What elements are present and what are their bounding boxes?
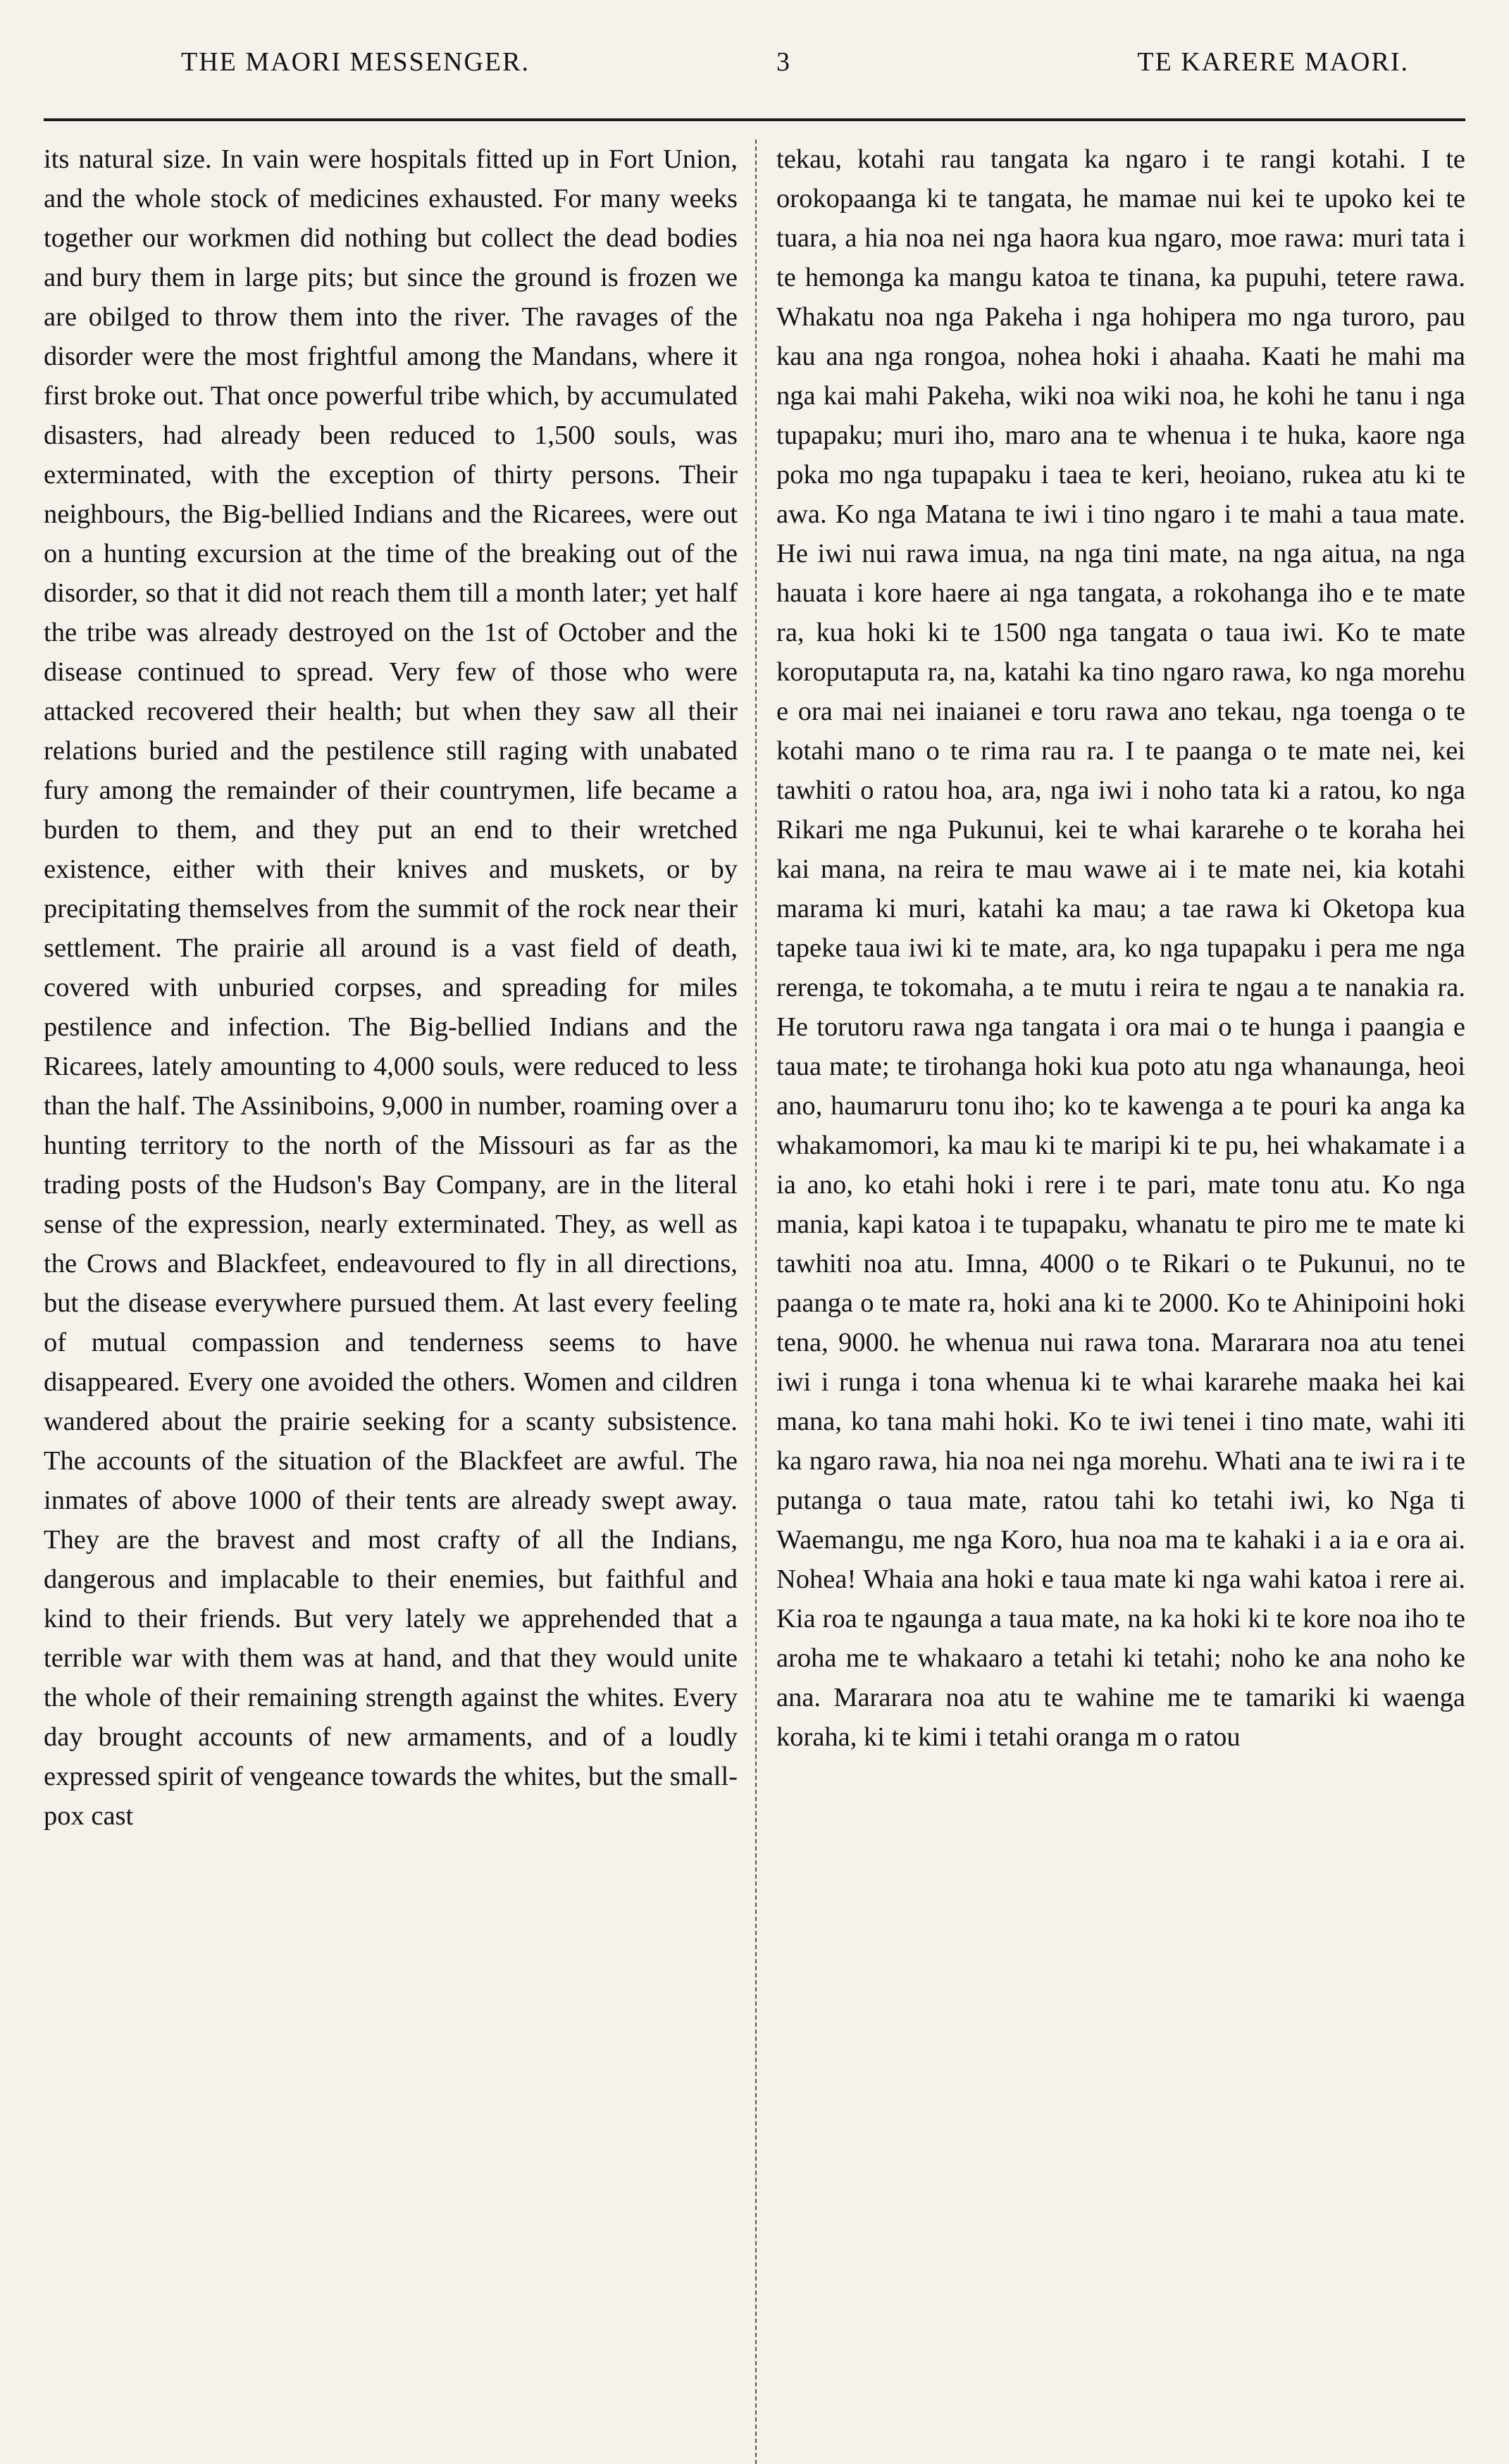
header-rule xyxy=(44,118,1465,121)
maori-masthead-title: TE KARERE MAORI. xyxy=(1137,47,1409,77)
columns xyxy=(44,139,1465,2437)
english-column-text: its natural size. In vain were hospitals fitted up in Fort Union, and the whole stock of medicines exhausted. For many weeks together our workmen did nothing but collect the dead bodies and bury them in large pits; but since the ground is frozen we are obilged to throw them into the river. The ravages of the disorder were the most frightful among the Mandans, where it first broke out. That once powerful tribe which, by accumulated disasters, had already been reduced to 1,500 souls, was exterminated, with the exception of thirty persons. Their neighbours, the Big-bellied Indians and the Ricarees, were out on a hunting excursion at the time of the breaking out of the disorder, so that it did not reach them till a month later; yet half the tribe was already destroyed on the 1st of October and the disease continued to spread. Very few of those who were attacked recovered their health; but when they saw all their relations buried and the pestilence still raging with unabated fury among the remainder of their countrymen, life became a burden to them, and they put an end to their wretched existence, either with their knives and muskets, or by precipitating themselves from the summit of the rock near their settlement. The prairie all around is a vast field of death, covered with unburied corpses, and spreading for miles pestilence and infection. The Big-bellied Indians and the Ricarees, lately amounting to 4,000 souls, were reduced to less than the half. The Assiniboins, 9,000 in number, roaming over a hunting territory to the north of the Missouri as far as the trading posts of the Hudson's Bay Company, are in the literal sense of the expression, nearly exterminated. They, as well as the Crows and Blackfeet, endeavoured to fly in all directions, but the disease everywhere pursued them. At last every feeling of mutual compassion and tenderness seems to have disappeared. Every one avoided the others. Women and cildren wandered about the prairie seeking for a scanty subsistence. The accounts of the situation of the Blackfeet are awful. The inmates of above 1000 of their tents are already swept away. They are the bravest and most crafty of all the Indians, dangerous and implacable to their enemies, but faithful and kind to their friends. But very lately we apprehended that a terrible war with them was at hand, and that they would unite the whole of their remaining strength against the whites. Every day brought accounts of new armaments, and of a loudly expressed spirit of vengeance towards the whites, but the small-pox cast xyxy=(44,144,738,1831)
maori-column-text: tekau, kotahi rau tangata ka ngaro i te rangi kotahi. I te orokopaanga ki te tangata, he mamae nui kei te upoko kei te tuara, a hia noa nei nga haora kua ngaro, moe rawa: muri tata i te hemonga ka mangu katoa te tinana, ka pupuhi, tetere rawa. Whakatu noa nga Pakeha i nga hohipera mo nga turoro, pau kau ana nga rongoa, nohea hoki i ahaaha. Kaati he mahi ma nga kai mahi Pakeha, wiki noa wiki noa, he kohi he tanu i nga tupapaku; muri iho, maro ana te whenua i te huka, kaore nga poka mo nga tupapaku i taea te keri, heoiano, rukea atu ki te awa. Ko nga Matana te iwi i tino ngaro i te mahi a taua mate. He iwi nui rawa imua, na nga tini mate, na nga aitua, na nga hauata i kore haere ai nga tangata, a rokohanga iho e te mate ra, kua hoki ki te 1500 nga tangata o taua iwi. Ko te mate koroputaputa ra, na, katahi ka tino ngaro rawa, ko nga morehu e ora mai nei inaianei e toru rawa ano tekau, nga toenga o te kotahi mano o te rima rau ra. I te paanga o te mate nei, kei tawhiti o ratou hoa, ara, nga iwi i noho tata ki a ratou, ko nga Rikari me nga Pukunui, kei te whai kararehe o te koraha hei kai mana, na reira te mau wawe ai i te mate nei, kia kotahi marama ki muri, katahi ka mau; a tae rawa ki Oketopa kua tapeke taua iwi ki te mate, ara, ko nga tupapaku i pera me nga rerenga, te tokomaha, a te mutu i reira te ngau a te nanakia ra. He torutoru rawa nga tangata i ora mai o te hunga i paangia e taua mate; te tirohanga hoki kua poto atu nga whanaunga, heoi ano, haumaruru tonu iho; ko te kawenga a te pouri ka anga ka whakamomori, ka mau ki te maripi ki te pu, hei whakamate i a ia ano, ko etahi hoki i rere i te pari, mate tonu atu. Ko nga mania, kapi katoa i te tupapaku, whanatu te piro me te mate ki tawhiti noa atu. Imna, 4000 o te Rikari o te Pukunui, no te paanga o te mate ra, hoki ana ki te 2000. Ko te Ahinipoini hoki tena, 9000. he whenua nui rawa tona. Mararara noa atu tenei iwi i runga i tona whenua ki te whai kararehe maaka hei kai mana, ko tana mahi hoki. Ko te iwi tenei i tino mate, wahi iti ka ngaro rawa, hia noa nei nga morehu. Whati ana te iwi ra i te putanga o taua mate, ratou tahi ko tetahi iwi, ko Nga ti Waemangu, me nga Koro, hua noa ma te kahaki i a ia e ora ai. Nohea! Whaia ana hoki e taua mate ki nga wahi katoa i rere ai. Kia roa te ngaunga a taua mate, na ka hoki ki te kore noa iho te aroha me te whakaaro a tetahi ki tetahi; noho ke ana noho ke ana. Mararara noa atu te wahine me te tamariki ki waenga koraha, ki te kimi i tetahi oranga m o ratou xyxy=(776,144,1465,1752)
column-divider xyxy=(755,139,757,2464)
running-head xyxy=(44,42,1465,92)
page-number: 3 xyxy=(776,47,791,77)
english-masthead-title: THE MAORI MESSENGER. xyxy=(181,47,530,77)
newspaper-page xyxy=(44,42,1465,2437)
